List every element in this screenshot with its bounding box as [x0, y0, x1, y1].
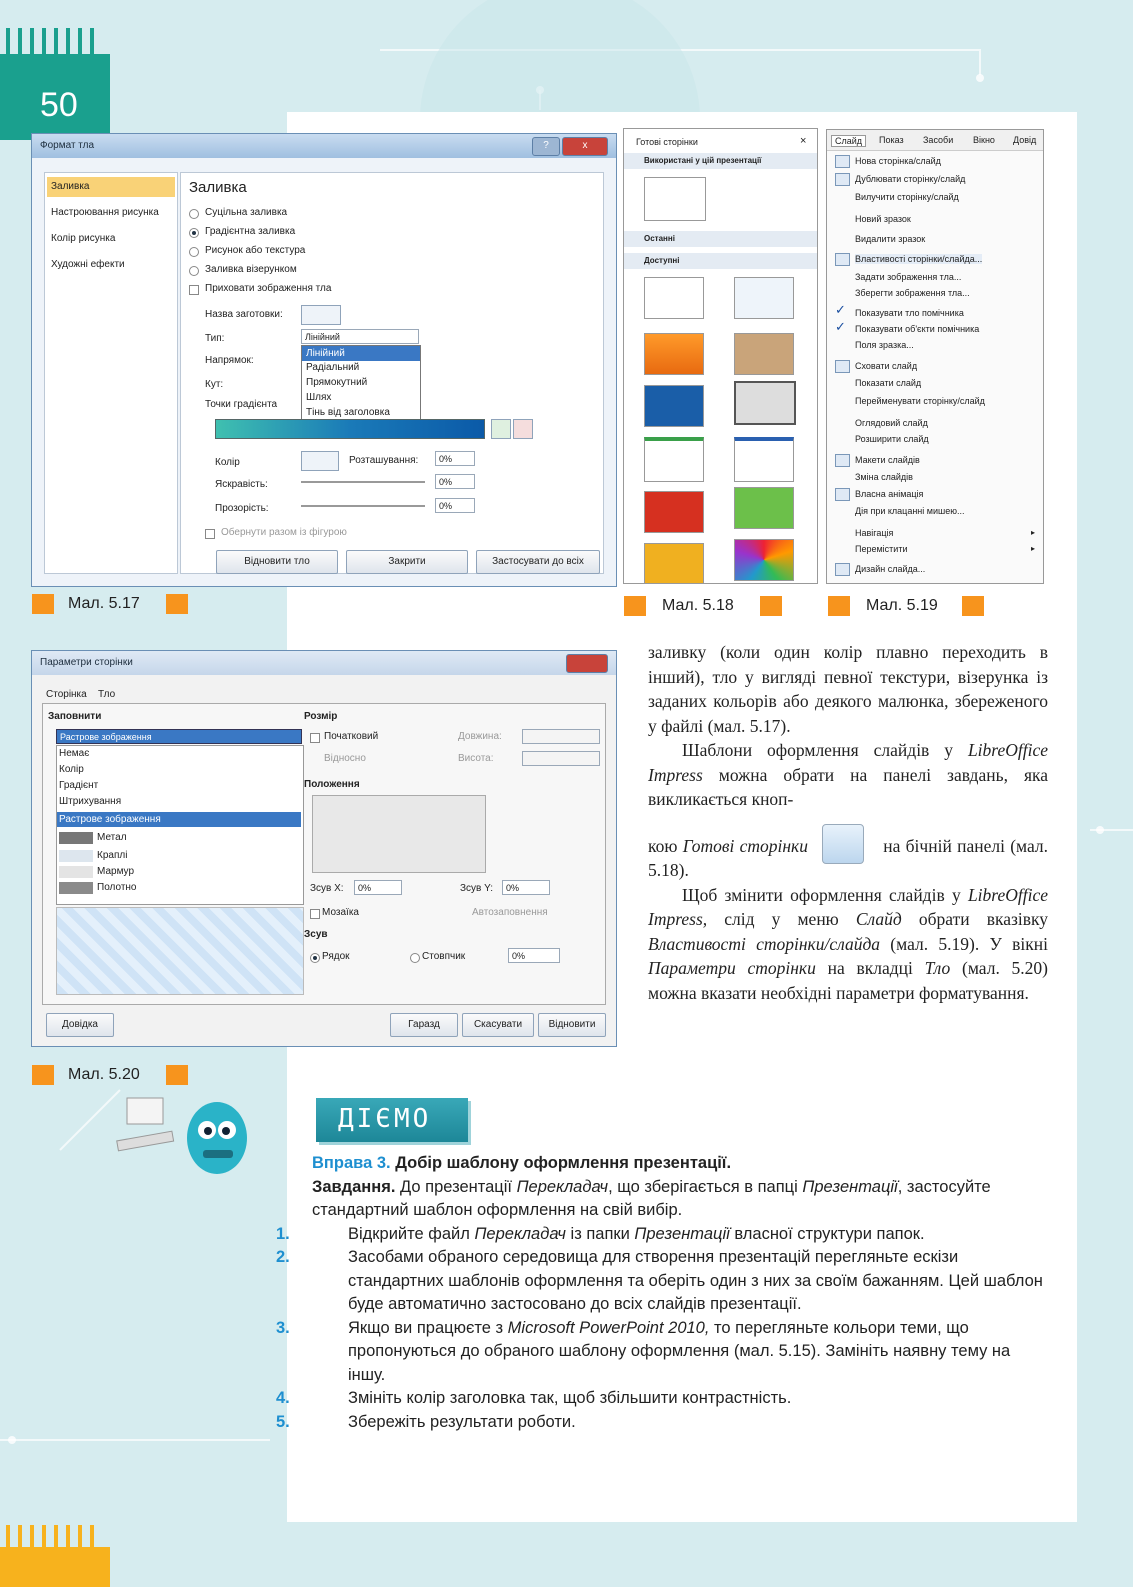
- template-thumbnail[interactable]: [734, 437, 794, 482]
- menu-item-save-background[interactable]: Зберегти зображення тла...: [855, 288, 970, 298]
- panel-title: Готові сторінки: [636, 137, 698, 147]
- type-dropdown-list: [301, 345, 421, 427]
- relative-label: Відносно: [324, 753, 366, 764]
- column-radio[interactable]: [410, 953, 420, 963]
- check-icon: ✓: [835, 302, 846, 317]
- exercise-step-3: 3. Якщо ви працюєте з Microsoft PowerPoint 2010, то перегляньте кольори теми, що пропонуються до обраного шаблону оформлення (мал. 5.15). Замініть наявну тему на іншу.: [276, 1318, 1011, 1384]
- available-section-label: Доступні: [644, 256, 680, 265]
- option-picture: Рисунок або текстура: [205, 245, 306, 256]
- angle-label: Кут:: [205, 379, 224, 390]
- caption-marker-left: [32, 594, 54, 614]
- row-radio[interactable]: [310, 953, 320, 963]
- close-dialog-button[interactable]: Закрити: [346, 550, 468, 574]
- option-hide: Приховати зображення тла: [205, 283, 332, 294]
- submenu-arrow-icon: ▸: [1031, 544, 1036, 553]
- bitmap-marble[interactable]: Мармур: [97, 866, 135, 877]
- apply-all-button[interactable]: Застосувати до всіх: [476, 550, 600, 574]
- direction-label: Напрямок:: [205, 355, 254, 366]
- help-button[interactable]: Довідка: [46, 1013, 114, 1037]
- tab-background[interactable]: Тло: [98, 689, 116, 700]
- body-text: [648, 640, 1048, 1005]
- master-pages-panel: [623, 128, 818, 584]
- fill-options-list: [56, 745, 304, 905]
- template-thumbnail[interactable]: [644, 491, 704, 533]
- shift-field[interactable]: 0%: [508, 948, 560, 963]
- category-picture-color[interactable]: Колір рисунка: [51, 233, 116, 244]
- menu-item-delete-master[interactable]: Видалити зразок: [855, 234, 926, 244]
- preset-button[interactable]: [301, 305, 341, 325]
- exercise-step-2: 2. Засобами обраного середовища для створення презентацій перегляньте ескізи стандартних шаблонів оформлення та оберіть один з них за своїм бажанням. Цей шаблон буде автоматично застосовано до всіх слайдів презентації.: [276, 1248, 1043, 1313]
- height-field[interactable]: [522, 751, 600, 766]
- new-slide-icon: [835, 155, 850, 168]
- size-label: Розмір: [304, 711, 338, 722]
- menu-item-navigation[interactable]: Навігація: [855, 528, 894, 538]
- menu-show[interactable]: Показ: [879, 135, 904, 145]
- row-label: Рядок: [322, 951, 350, 962]
- metal-swatch: [59, 832, 93, 844]
- used-thumbnail[interactable]: [644, 177, 706, 221]
- template-thumbnail[interactable]: [644, 333, 704, 375]
- template-thumbnail[interactable]: [734, 333, 794, 375]
- brightness-field[interactable]: 0%: [435, 474, 475, 489]
- menu-item-design[interactable]: Дизайн слайда...: [855, 564, 926, 574]
- exercise-step-4: 4. Змініть колір заголовка так, щоб збільшити контрастність.: [276, 1389, 792, 1407]
- menu-help[interactable]: Довід: [1013, 135, 1037, 145]
- dropdown-radial[interactable]: Радіальний: [306, 362, 360, 373]
- position-grid[interactable]: [312, 795, 486, 873]
- robot-with-computer-illustration: [115, 1090, 275, 1190]
- radio-picture[interactable]: [189, 247, 199, 257]
- width-field[interactable]: [522, 729, 600, 744]
- menu-item-show-slide[interactable]: Показати слайд: [855, 378, 922, 388]
- width-label: Довжина:: [458, 731, 502, 742]
- position-label: Положення: [304, 779, 360, 790]
- page-setup-dialog: [31, 650, 617, 1047]
- top-comb-decoration: [0, 28, 110, 80]
- menu-slide[interactable]: Слайд: [831, 135, 866, 147]
- reset-background-button[interactable]: Відновити тло: [216, 550, 338, 574]
- menu-item-delete[interactable]: Вилучити сторінку/слайд: [855, 192, 959, 202]
- template-thumbnail[interactable]: [644, 385, 704, 427]
- caption-marker-left: [624, 596, 646, 616]
- category-artistic-effects[interactable]: Художні ефекти: [51, 259, 125, 270]
- check-icon: ✓: [835, 319, 846, 334]
- submenu-arrow-icon: ▸: [1031, 528, 1036, 537]
- bitmap-metal[interactable]: Метал: [97, 832, 127, 843]
- dropdown-rectangular[interactable]: Прямокутний: [306, 377, 368, 388]
- exercise-step-1: 1. Відкрийте файл Перекладач із папки Презентації власної структури папок.: [276, 1224, 925, 1243]
- menu-item-duplicate[interactable]: Дублювати сторінку/слайд: [855, 174, 966, 184]
- option-gradient: Градієнтна заливка: [205, 226, 296, 237]
- hide-slide-icon: [835, 360, 850, 373]
- paragraph-3: Щоб змінити оформлення слайдів у LibreOffice Impress, слід у меню Слайд обрати вказівку Властивості сторінки/слайда (мал. 5.19). У вікні Параметри сторінки на вкладці Тло (мал. 5.20) можна вказати необхідні параметри форматування.: [648, 884, 1049, 1003]
- menu-item-master-fields[interactable]: Поля зразка...: [855, 340, 914, 350]
- menu-item-transition[interactable]: Зміна слайдів: [855, 472, 913, 482]
- type-select[interactable]: Лінійний: [301, 329, 419, 344]
- exercise-task: Завдання. До презентації Перекладач, що зберігається в папці Презентації, застосуйте стандартний шаблон оформлення на свій вибір.: [312, 1177, 991, 1219]
- caption-marker-right: [166, 1065, 188, 1085]
- offset-y-label: Зсув Y:: [460, 883, 494, 894]
- menu-item-show-grid[interactable]: Показувати тло помічника: [855, 308, 964, 318]
- menu-item-summary[interactable]: Оглядовий слайд: [855, 418, 928, 428]
- cancel-button[interactable]: Скасувати: [462, 1013, 534, 1037]
- close-icon[interactable]: [566, 654, 608, 673]
- caption-marker-left: [32, 1065, 54, 1085]
- radio-pattern[interactable]: [189, 266, 199, 276]
- fill-pane: [180, 172, 604, 574]
- fill-option-none[interactable]: Немає: [59, 748, 90, 759]
- fill-option-gradient[interactable]: Градієнт: [59, 780, 99, 791]
- position-label: Розташування:: [349, 455, 419, 466]
- menu-item-rename[interactable]: Перейменувати сторінку/слайд: [855, 396, 985, 406]
- menu-item-interaction[interactable]: Дія при клацанні мишею...: [855, 506, 965, 516]
- radio-solid[interactable]: [189, 209, 199, 219]
- exercise-title: Вправа 3. Добір шаблону оформлення презентації.: [312, 1154, 732, 1172]
- menu-item-set-background[interactable]: Задати зображення тла...: [855, 272, 962, 282]
- template-thumbnail[interactable]: [644, 277, 704, 319]
- menu-item-new-slide[interactable]: Нова сторінка/слайд: [855, 156, 941, 166]
- shift-label: Зсув: [304, 929, 328, 940]
- slide-properties-icon: [835, 253, 850, 266]
- bitmap-drops[interactable]: Краплі: [97, 850, 128, 861]
- help-button[interactable]: ?: [532, 137, 560, 156]
- type-label: Тип:: [205, 333, 225, 344]
- linen-swatch: [59, 882, 93, 894]
- paragraph-2: Шаблони оформлення слайдів у LibreOffice Impress можна обрати на панелі завдань, яка викликається кноп-: [648, 740, 1048, 809]
- figure-caption-520: Мал. 5.20: [68, 1066, 140, 1083]
- menu-item-show-helpers[interactable]: Показувати об'єкти помічника: [855, 324, 980, 334]
- tile-label: Мозаїка: [322, 907, 359, 918]
- menu-item-layouts[interactable]: Макети слайдів: [855, 455, 920, 465]
- format-background-dialog: [31, 133, 617, 587]
- option-solid: Суцільна заливка: [205, 207, 288, 218]
- template-thumbnail[interactable]: [644, 437, 704, 482]
- page-number: 50: [40, 86, 78, 124]
- offset-y-field[interactable]: 0%: [502, 880, 550, 895]
- column-label: Стовпчик: [422, 951, 466, 962]
- category-list: [44, 172, 178, 574]
- bottom-comb-decoration: [0, 1525, 110, 1587]
- template-thumbnail[interactable]: [734, 539, 794, 581]
- dropdown-path[interactable]: Шлях: [306, 392, 332, 403]
- template-thumbnail[interactable]: [644, 543, 704, 584]
- color-label: Колір: [215, 457, 240, 468]
- fill-option-color[interactable]: Колір: [59, 764, 84, 775]
- recent-section-label: Останні: [644, 234, 675, 243]
- menu-item-expand[interactable]: Розширити слайд: [855, 434, 929, 444]
- reset-button[interactable]: Відновити: [538, 1013, 606, 1037]
- autofit-label: Автозаповнення: [472, 907, 548, 918]
- offset-x-field[interactable]: 0%: [354, 880, 402, 895]
- rotate-checkbox[interactable]: [205, 529, 215, 539]
- animation-icon: [835, 488, 850, 501]
- exercise-block: [276, 1152, 1047, 1434]
- transparency-label: Прозорість:: [215, 503, 269, 514]
- hide-background-checkbox[interactable]: [189, 285, 199, 295]
- figure-caption-519: Мал. 5.19: [866, 597, 938, 614]
- menu-item-new-master[interactable]: Новий зразок: [855, 214, 911, 224]
- category-fill[interactable]: Заливка: [47, 177, 175, 197]
- menu-item-move[interactable]: Перемістити: [855, 544, 908, 554]
- position-field[interactable]: 0%: [435, 451, 475, 466]
- gradient-stops-label: Точки градієнта: [205, 399, 278, 410]
- template-thumbnail[interactable]: [734, 381, 796, 425]
- slide-menu: [826, 129, 1044, 584]
- tab-page[interactable]: Сторінка: [46, 689, 87, 700]
- transparency-slider[interactable]: [301, 505, 425, 507]
- bitmap-linen[interactable]: Полотно: [97, 882, 137, 893]
- master-pages-button-icon: [822, 824, 864, 864]
- add-stop-button[interactable]: [491, 419, 511, 439]
- marble-swatch: [59, 866, 93, 878]
- paragraph-2-cont: кою Готові сторінки на бічній панелі (мал. 5.18).: [648, 824, 1048, 883]
- used-section-label: Використані у цій презентації: [644, 156, 762, 165]
- close-button[interactable]: x: [562, 137, 608, 156]
- menu-tools[interactable]: Засоби: [923, 135, 954, 145]
- diemo-banner: [316, 1098, 468, 1142]
- paragraph-1: заливку (коли один колір плавно переходить в інший), тло у вигляді певної текстури, візерунка із заданих кольорів або деякого малюнка, збереженого у файлі (мал. 5.17).: [648, 642, 1048, 736]
- preset-label: Назва заготовки:: [205, 309, 283, 320]
- original-label: Початковий: [324, 731, 379, 742]
- brightness-slider[interactable]: [301, 481, 425, 483]
- height-label: Висота:: [458, 753, 494, 764]
- dialog-titlebar: [32, 134, 616, 158]
- figure-caption-518: Мал. 5.18: [662, 597, 734, 614]
- offset-x-label: Зсув X:: [310, 883, 344, 894]
- layouts-icon: [835, 454, 850, 467]
- slide-design-icon: [835, 563, 850, 576]
- drops-swatch: [59, 850, 93, 862]
- fill-label: Заповнити: [48, 711, 102, 722]
- bitmap-preview: [56, 907, 304, 995]
- fill-heading: Заливка: [189, 179, 247, 196]
- option-pattern: Заливка візерунком: [205, 264, 297, 275]
- dropdown-title-shadow[interactable]: Тінь від заголовка: [306, 407, 390, 418]
- duplicate-slide-icon: [835, 173, 850, 186]
- template-thumbnail[interactable]: [734, 487, 794, 529]
- menu-item-properties[interactable]: Властивості сторінки/слайда...: [855, 254, 983, 264]
- gradient-stops-bar[interactable]: [215, 419, 485, 439]
- fill-select[interactable]: Растрове зображення: [56, 729, 302, 744]
- rotate-label: Обернути разом із фігурою: [221, 527, 347, 538]
- radio-gradient[interactable]: [189, 228, 199, 238]
- transparency-field[interactable]: 0%: [435, 498, 475, 513]
- caption-marker-right: [760, 596, 782, 616]
- menu-item-hide-slide[interactable]: Сховати слайд: [855, 361, 918, 371]
- menu-item-animation[interactable]: Власна анімація: [855, 489, 924, 499]
- dropdown-linear[interactable]: Лінійний: [302, 346, 420, 361]
- original-checkbox[interactable]: [310, 733, 320, 743]
- brightness-label: Яскравість:: [215, 479, 268, 490]
- color-picker-button[interactable]: [301, 451, 339, 471]
- dialog-title: Формат тла: [40, 140, 95, 151]
- fill-option-bitmap[interactable]: Растрове зображення: [57, 812, 301, 827]
- ok-button[interactable]: Гаразд: [390, 1013, 458, 1037]
- menu-window[interactable]: Вікно: [973, 135, 995, 145]
- caption-marker-right: [166, 594, 188, 614]
- panel-close[interactable]: ×: [800, 135, 807, 147]
- remove-stop-button[interactable]: [513, 419, 533, 439]
- menubar: [827, 130, 1043, 151]
- exercise-step-5: 5. Збережіть результати роботи.: [276, 1412, 576, 1431]
- caption-marker-left: [828, 596, 850, 616]
- template-thumbnail[interactable]: [734, 277, 794, 319]
- dialog-title: Параметри сторінки: [40, 657, 133, 668]
- caption-marker-right: [962, 596, 984, 616]
- figure-caption-517: Мал. 5.17: [68, 595, 140, 612]
- diemo-label: ДІЄМО: [338, 1104, 432, 1134]
- tile-checkbox[interactable]: [310, 909, 320, 919]
- category-picture-correction[interactable]: Настроювання рисунка: [51, 207, 159, 218]
- dialog-titlebar: [32, 651, 616, 675]
- fill-option-hatching[interactable]: Штрихування: [59, 796, 122, 807]
